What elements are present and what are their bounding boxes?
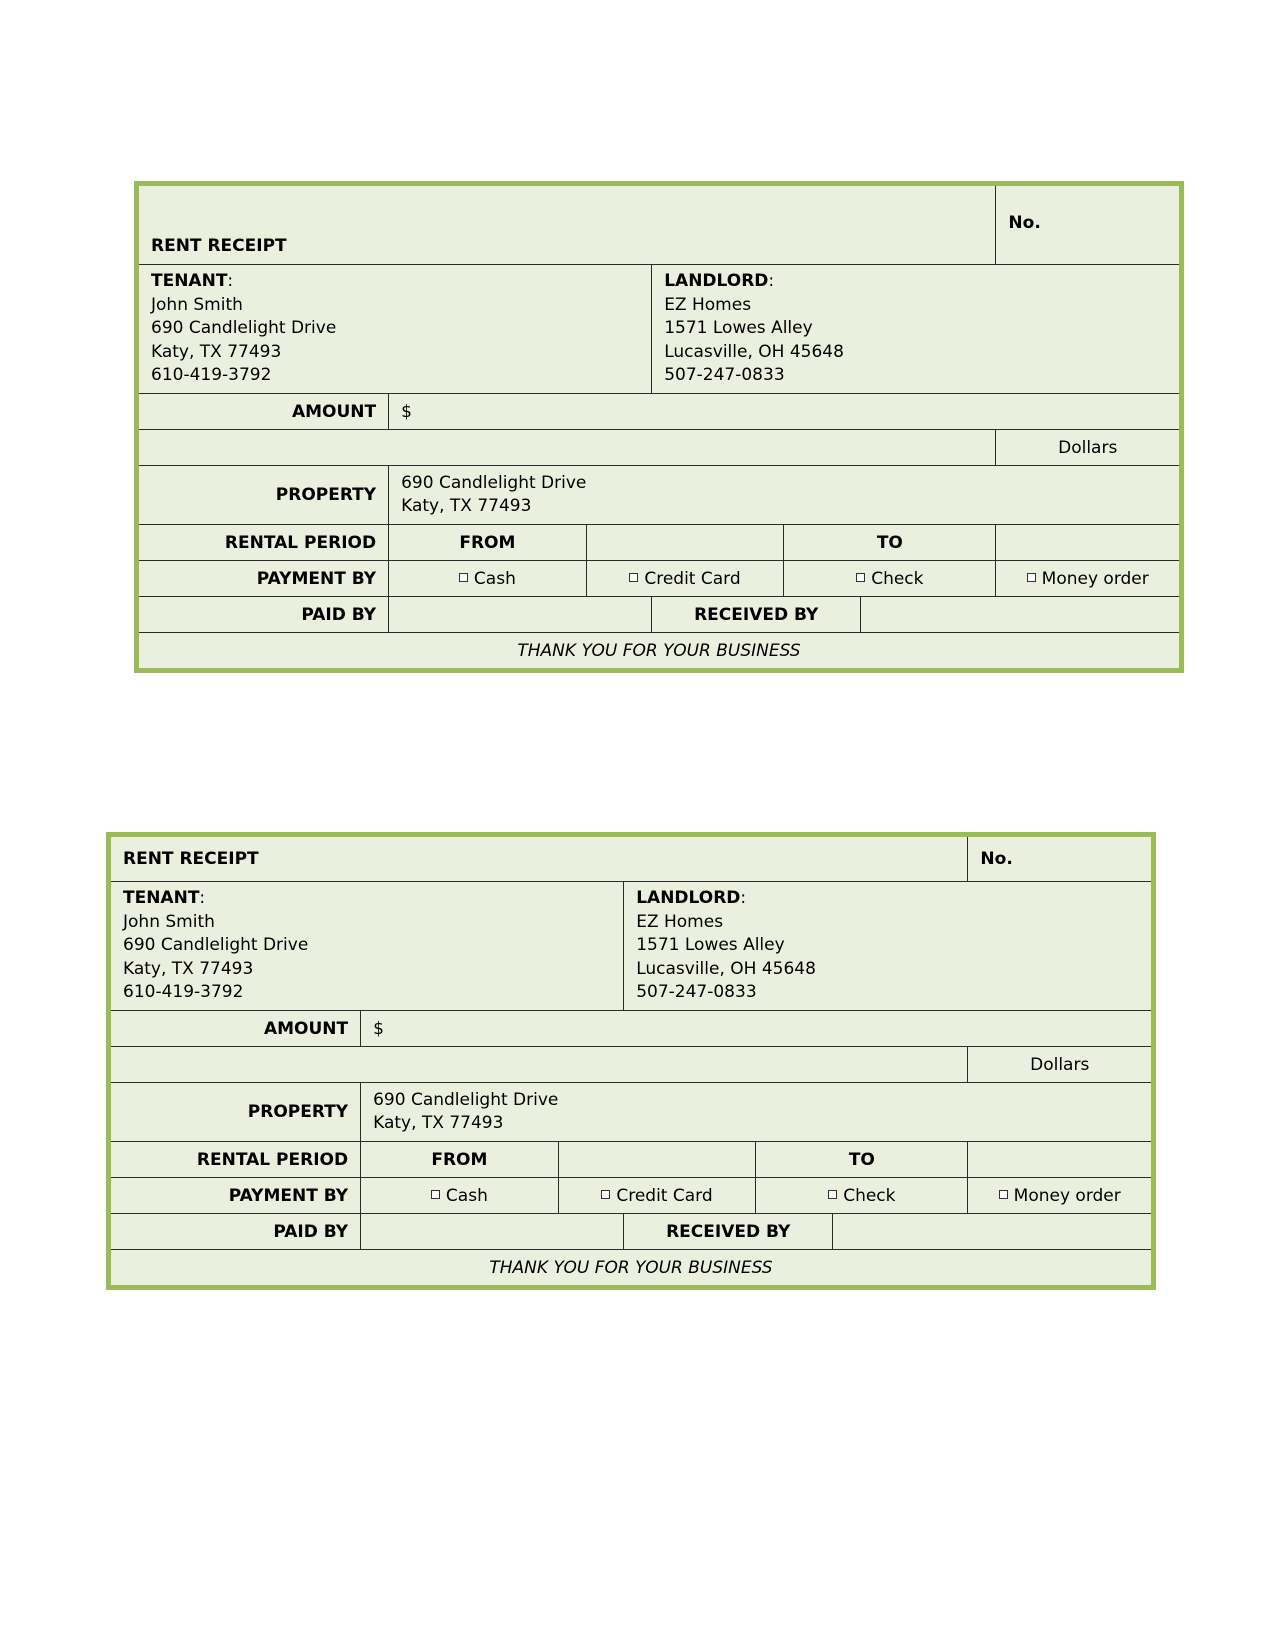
paid-by-field[interactable] [389,597,652,633]
rental-period-label: RENTAL PERIOD [111,1142,361,1178]
tenant-name: John Smith [151,294,243,315]
checkbox-icon[interactable] [999,1190,1008,1199]
to-label: TO [784,525,996,561]
tenant-phone: 610-419-3792 [151,365,272,386]
checkbox-icon[interactable] [431,1190,440,1199]
paid-by-field[interactable] [361,1214,624,1250]
from-label: FROM [389,525,587,561]
payment-option-cash[interactable]: Cash [361,1178,559,1214]
landlord-heading: LANDLORD [636,888,741,909]
tenant-block: TENANT: John Smith 690 Candlelight Drive Katy, TX 77493 610-419-3792 [111,882,624,1011]
landlord-address-line2: Lucasville, OH 45648 [664,341,844,362]
amount-label: AMOUNT [111,1011,361,1047]
rental-period-label: RENTAL PERIOD [139,525,389,561]
receipt-title: RENT RECEIPT [111,837,968,882]
rent-receipt-1 [134,181,1184,673]
tenant-address-line2: Katy, TX 77493 [151,341,282,362]
tenant-address-line1: 690 Candlelight Drive [151,318,337,339]
landlord-phone: 507-247-0833 [636,982,757,1003]
payment-option-money-order[interactable]: Money order [968,1178,1151,1214]
paid-by-label: PAID BY [111,1214,361,1250]
to-date-field[interactable] [996,525,1179,561]
payment-by-label: PAYMENT BY [111,1178,361,1214]
landlord-block: LANDLORD: EZ Homes 1571 Lowes Alley Lucasville, OH 45648 507-247-0833 [652,265,1179,394]
tenant-heading: TENANT [123,888,200,909]
from-label: FROM [361,1142,559,1178]
amount-field[interactable]: $ [389,394,1179,430]
property-label: PROPERTY [111,1083,361,1142]
property-address-line1: 690 Candlelight Drive [373,1089,559,1110]
receipt-title: RENT RECEIPT [139,186,996,265]
tenant-address-line2: Katy, TX 77493 [123,958,254,979]
property-address-line1: 690 Candlelight Drive [401,472,587,493]
property-address-line2: Katy, TX 77493 [373,1113,504,1133]
amount-label: AMOUNT [139,394,389,430]
dollars-label: Dollars [968,1047,1151,1083]
tenant-name: John Smith [123,911,215,932]
thank-you-message: THANK YOU FOR YOUR BUSINESS [111,1250,1151,1286]
landlord-heading: LANDLORD [664,271,769,292]
to-date-field[interactable] [968,1142,1151,1178]
payment-option-credit-card[interactable]: Credit Card [586,561,784,597]
received-by-field[interactable] [861,597,1179,633]
checkbox-icon[interactable] [828,1190,837,1199]
rent-receipt-2 [106,832,1156,1290]
payment-option-check[interactable]: Check [756,1178,968,1214]
checkbox-icon[interactable] [856,573,865,582]
receipt-number-field[interactable]: No. [996,186,1179,265]
thank-you-message: THANK YOU FOR YOUR BUSINESS [139,633,1179,669]
checkbox-icon[interactable] [629,573,638,582]
received-by-field[interactable] [833,1214,1151,1250]
to-label: TO [756,1142,968,1178]
landlord-address-line1: 1571 Lowes Alley [664,318,813,339]
from-date-field[interactable] [558,1142,756,1178]
payment-option-cash[interactable]: Cash [389,561,587,597]
property-address-line2: Katy, TX 77493 [401,496,532,516]
landlord-name: EZ Homes [664,294,752,315]
payment-option-money-order[interactable]: Money order [996,561,1179,597]
tenant-phone: 610-419-3792 [123,982,244,1003]
property-address [389,466,1179,525]
paid-by-label: PAID BY [139,597,389,633]
property-label: PROPERTY [139,466,389,525]
received-by-label: RECEIVED BY [652,597,861,633]
amount-words-field[interactable] [111,1047,968,1083]
landlord-block: LANDLORD: EZ Homes 1571 Lowes Alley Lucasville, OH 45648 507-247-0833 [624,882,1151,1011]
tenant-block: TENANT: John Smith 690 Candlelight Drive Katy, TX 77493 610-419-3792 [139,265,652,394]
landlord-phone: 507-247-0833 [664,365,785,386]
amount-words-field[interactable] [139,430,996,466]
payment-by-label: PAYMENT BY [139,561,389,597]
receipt-number-field[interactable]: No. [968,837,1151,882]
received-by-label: RECEIVED BY [624,1214,833,1250]
receipt-table [139,186,1179,668]
payment-option-credit-card[interactable]: Credit Card [558,1178,756,1214]
landlord-address-line2: Lucasville, OH 45648 [636,958,816,979]
from-date-field[interactable] [586,525,784,561]
landlord-address-line1: 1571 Lowes Alley [636,935,785,956]
amount-field[interactable]: $ [361,1011,1151,1047]
property-address [361,1083,1151,1142]
landlord-name: EZ Homes [636,911,724,932]
checkbox-icon[interactable] [1027,573,1036,582]
payment-option-check[interactable]: Check [784,561,996,597]
checkbox-icon[interactable] [459,573,468,582]
checkbox-icon[interactable] [601,1190,610,1199]
tenant-address-line1: 690 Candlelight Drive [123,935,309,956]
dollars-label: Dollars [996,430,1179,466]
tenant-heading: TENANT [151,271,228,292]
receipt-table [111,837,1151,1285]
